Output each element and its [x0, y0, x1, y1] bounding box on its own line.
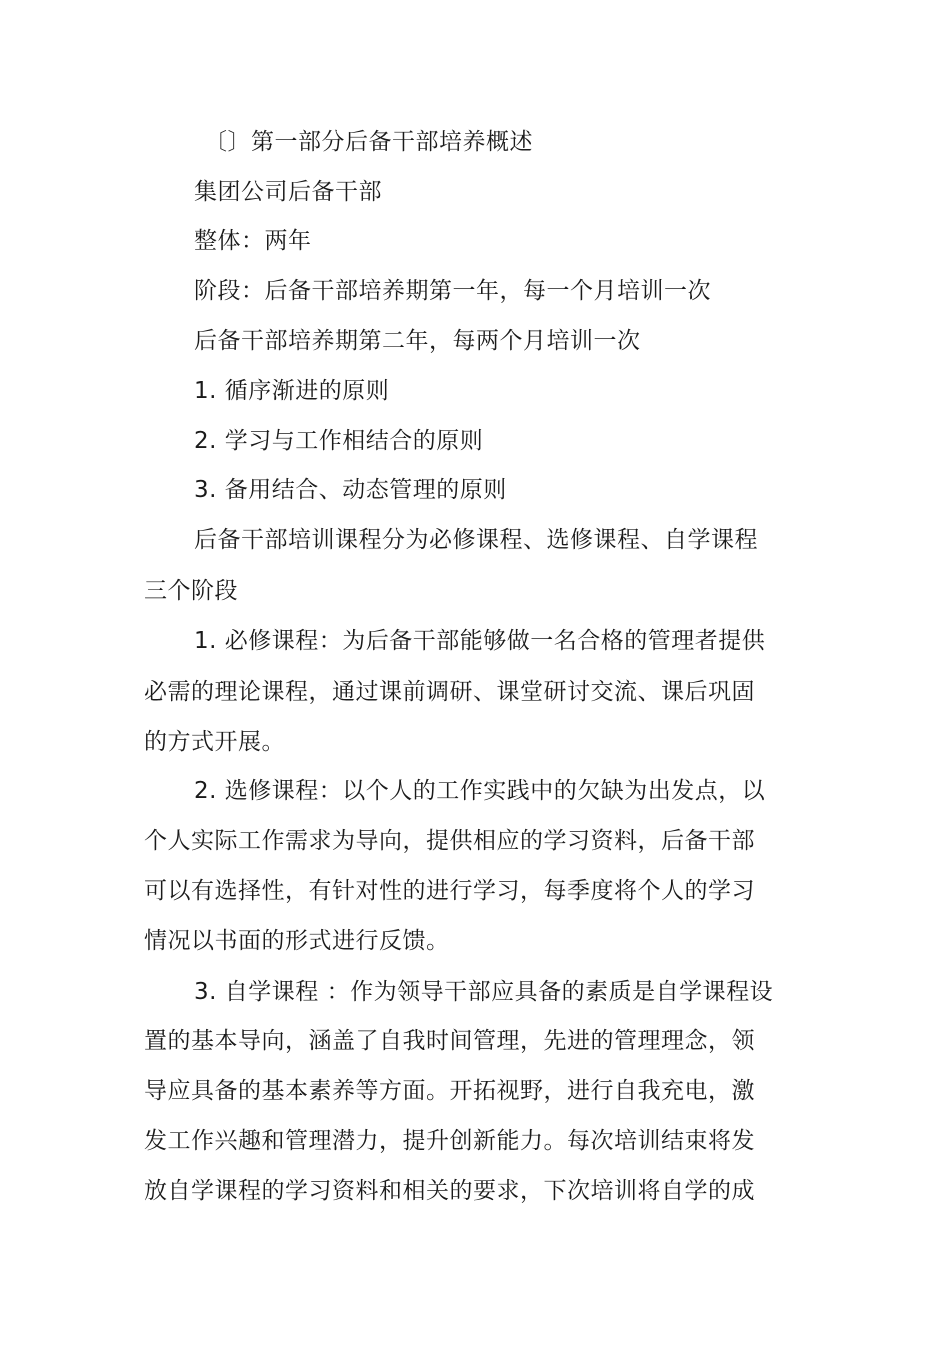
list-item: 1. 循序渐进的原则 — [194, 378, 390, 404]
paragraph-line: 三个阶段 — [144, 578, 238, 604]
paragraph-line: 放自学课程的学习资料和相关的要求，下次培训将自学的成 — [144, 1178, 755, 1204]
paragraph-line: 整体：两年 — [194, 228, 312, 254]
paragraph-line: 必需的理论课程，通过课前调研、课堂研讨交流、课后巩固 — [144, 679, 755, 705]
paragraph-line: 3. 自学课程 ：作为领导干部应具备的素质是自学课程设 — [194, 979, 774, 1005]
paragraph-line: 可以有选择性，有针对性的进行学习，每季度将个人的学习 — [144, 878, 755, 904]
paragraph-line: 发工作兴趣和管理潜力，提升创新能力。每次培训结束将发 — [144, 1128, 755, 1154]
paragraph-line: 后备干部培训课程分为必修课程、选修课程、自学课程 — [194, 527, 758, 553]
paragraph-line: 集团公司后备干部 — [194, 179, 382, 205]
paragraph-line: 阶段：后备干部培养期第一年，每一个月培训一次 — [194, 278, 711, 304]
paragraph-line: 个人实际工作需求为导向，提供相应的学习资料，后备干部 — [144, 828, 755, 854]
paragraph-line: 情况以书面的形式进行反馈。 — [144, 928, 450, 954]
list-item: 2. 学习与工作相结合的原则 — [194, 428, 484, 454]
paragraph-line: 的方式开展。 — [144, 729, 285, 755]
paragraph-line: 导应具备的基本素养等方面。开拓视野，进行自我充电，激 — [144, 1078, 755, 1104]
paragraph-line: 1. 必修课程：为后备干部能够做一名合格的管理者提供 — [194, 628, 766, 654]
paragraph-line: 后备干部培养期第二年，每两个月培训一次 — [194, 328, 641, 354]
list-item: 3. 备用结合、动态管理的原则 — [194, 477, 507, 503]
paragraph-line: 2. 选修课程：以个人的工作实践中的欠缺为出发点，以 — [194, 778, 766, 804]
section-heading: 〔〕第一部分后备干部培养概述 — [204, 129, 533, 155]
paragraph-line: 置的基本导向，涵盖了自我时间管理，先进的管理理念，领 — [144, 1028, 755, 1054]
